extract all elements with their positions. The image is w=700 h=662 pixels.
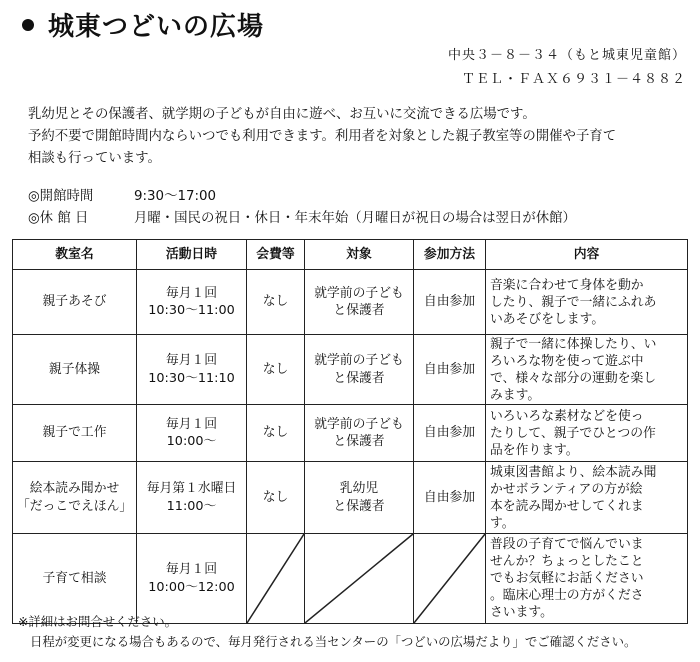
page-title: [22, 6, 264, 43]
closed-label: ◎休 館 日: [28, 211, 89, 226]
hours-value: 9:30～17:00: [134, 189, 217, 204]
header-class-name: 教室名: [13, 240, 137, 270]
cell-line: と保護者: [333, 434, 385, 449]
cell-target: [305, 462, 414, 534]
footnotes: [18, 612, 636, 652]
cell-line: いろいろな素材などを使っ: [490, 408, 644, 424]
empty-cell-method: [414, 534, 486, 624]
header-schedule: 活動日時: [137, 240, 247, 270]
cell-method: 自由参加: [414, 270, 486, 335]
cell-line: 乳幼児: [339, 481, 379, 496]
cell-line: たりして、親子でひとつの作: [490, 425, 656, 441]
cell-schedule: [137, 270, 247, 335]
cell-schedule: [137, 534, 247, 624]
table-row: [13, 270, 688, 335]
cell-schedule: [137, 335, 247, 405]
cell-line: さいます。: [490, 605, 553, 620]
cell-line: 就学前の子ども: [314, 416, 404, 432]
cell-target: [305, 270, 414, 335]
cell-line: いあそびをします。: [490, 311, 605, 327]
intro-line: 相談も行っています。: [28, 151, 161, 166]
cell-line: 音楽に合わせて身体を動か: [490, 277, 644, 293]
bullet-icon: [22, 19, 34, 31]
cell-class-name: [13, 462, 137, 534]
cell-class-name: [13, 534, 137, 624]
footnote-line: ※詳細はお問合せください。: [18, 614, 178, 629]
footnote-line: 日程が変更になる場合もあるので、毎月発行される当センターの「つどいの広場だより」でご確認ください。: [30, 634, 637, 649]
cell-method: 自由参加: [414, 462, 486, 534]
cell-content: [486, 405, 688, 462]
header-content: 内容: [486, 240, 688, 270]
cell-content: [486, 335, 688, 405]
cell-line: 毎月１回: [165, 285, 218, 301]
diagonal-slash: [414, 534, 485, 623]
cell-line: と保護者: [333, 370, 385, 386]
cell-line: 毎月第１水曜日: [146, 481, 237, 496]
cell-line: せんか？ちょっとしたこと: [490, 554, 644, 569]
cell-line: 子育て相談: [42, 570, 107, 586]
cell-line: 10:30～11:00: [148, 303, 235, 318]
cell-line: でもお気軽にお話ください: [490, 571, 644, 586]
empty-cell-fee: [247, 534, 305, 624]
header-fee: 会費等: [247, 240, 305, 270]
cell-method: 自由参加: [414, 405, 486, 462]
hours-label: ◎開館時間: [28, 189, 94, 204]
closed-days: [28, 207, 576, 226]
cell-line: 品を作ります。: [490, 442, 579, 458]
phone-text: ＴＥＬ・ＦＡＸ６９３１－４８８２: [461, 72, 686, 87]
cell-line: 就学前の子ども: [314, 353, 404, 368]
cell-line: みます。: [490, 387, 541, 403]
cell-method: 自由参加: [414, 335, 486, 405]
diagonal-slash: [247, 534, 304, 623]
cell-line: す。: [490, 515, 515, 531]
cell-content: [486, 462, 688, 534]
cell-class-name: [13, 405, 137, 462]
opening-hours: [28, 185, 217, 204]
table-header-row: [13, 240, 688, 270]
cell-line: 11:00～: [166, 498, 217, 514]
empty-cell-target: [305, 534, 414, 624]
cell-line: 親子で一緒に体操したり、い: [490, 336, 657, 352]
cell-line: 就学前の子ども: [314, 285, 404, 301]
cell-content: [486, 534, 688, 624]
cell-target: [305, 405, 414, 462]
cell-line: 10:00～12:00: [148, 579, 235, 595]
cell-fee: なし: [247, 462, 305, 534]
cell-fee: なし: [247, 335, 305, 405]
intro-line: 予約不要で開館時間内ならいつでも利用できます。利用者を対象とした親子教室等の開催や子育て: [28, 129, 617, 144]
header-method: 参加方法: [414, 240, 486, 270]
header-target: 対象: [305, 240, 414, 270]
cell-line: 毎月１回: [165, 416, 218, 432]
cell-line: 親子で工作: [42, 425, 107, 441]
cell-class-name: [13, 335, 137, 405]
cell-target: [305, 335, 414, 405]
closed-value: 月曜・国民の祝日・休日・年末年始（月曜日が祝日の場合は翌日が休館）: [134, 211, 576, 226]
address-text: 中央３－８－３４（もと城東児童館）: [447, 48, 686, 63]
cell-line: 普段の子育てで悩んでいま: [490, 537, 644, 552]
cell-schedule: [137, 462, 247, 534]
table-row: [13, 335, 688, 405]
cell-line: 城東図書館より、絵本読み聞: [490, 464, 657, 480]
cell-line: と保護者: [333, 498, 385, 514]
cell-line: 本を読み聞かせしてくれま: [490, 498, 644, 514]
cell-schedule: [137, 405, 247, 462]
cell-line: 10:30～11:10: [148, 370, 235, 386]
cell-line: 。臨床心理士の方がくださ: [490, 588, 644, 603]
cell-line: 「だっこでえほん」: [17, 498, 133, 514]
cell-line: ろいろな物を使って遊ぶ中: [490, 353, 644, 369]
cell-line: 毎月１回: [165, 562, 218, 577]
cell-content: [486, 270, 688, 335]
cell-fee: なし: [247, 405, 305, 462]
cell-line: 絵本読み聞かせ: [29, 481, 120, 496]
schedule-table: [12, 239, 688, 624]
table-row: [13, 462, 688, 534]
intro-paragraph: [28, 104, 616, 170]
cell-class-name: [13, 270, 137, 335]
cell-line: と保護者: [333, 303, 385, 318]
intro-line: 乳幼児とその保護者、就学期の子どもが自由に遊べ、お互いに交流できる広場です。: [28, 107, 536, 122]
cell-line: で、様々な部分の運動を楽し: [490, 370, 657, 386]
title-text: 城東つどいの広場: [48, 12, 265, 42]
cell-line: 10:00～: [166, 434, 217, 449]
cell-line: 親子あそび: [42, 294, 107, 310]
cell-line: 毎月１回: [165, 353, 218, 368]
table-row: [13, 534, 688, 624]
cell-line: 親子体操: [48, 361, 101, 377]
diagonal-slash: [305, 534, 413, 623]
table-row: [13, 405, 688, 462]
cell-fee: なし: [247, 270, 305, 335]
cell-line: したり、親子で一緒にふれあ: [490, 294, 657, 310]
cell-line: かせボランティアの方が絵: [490, 481, 643, 497]
